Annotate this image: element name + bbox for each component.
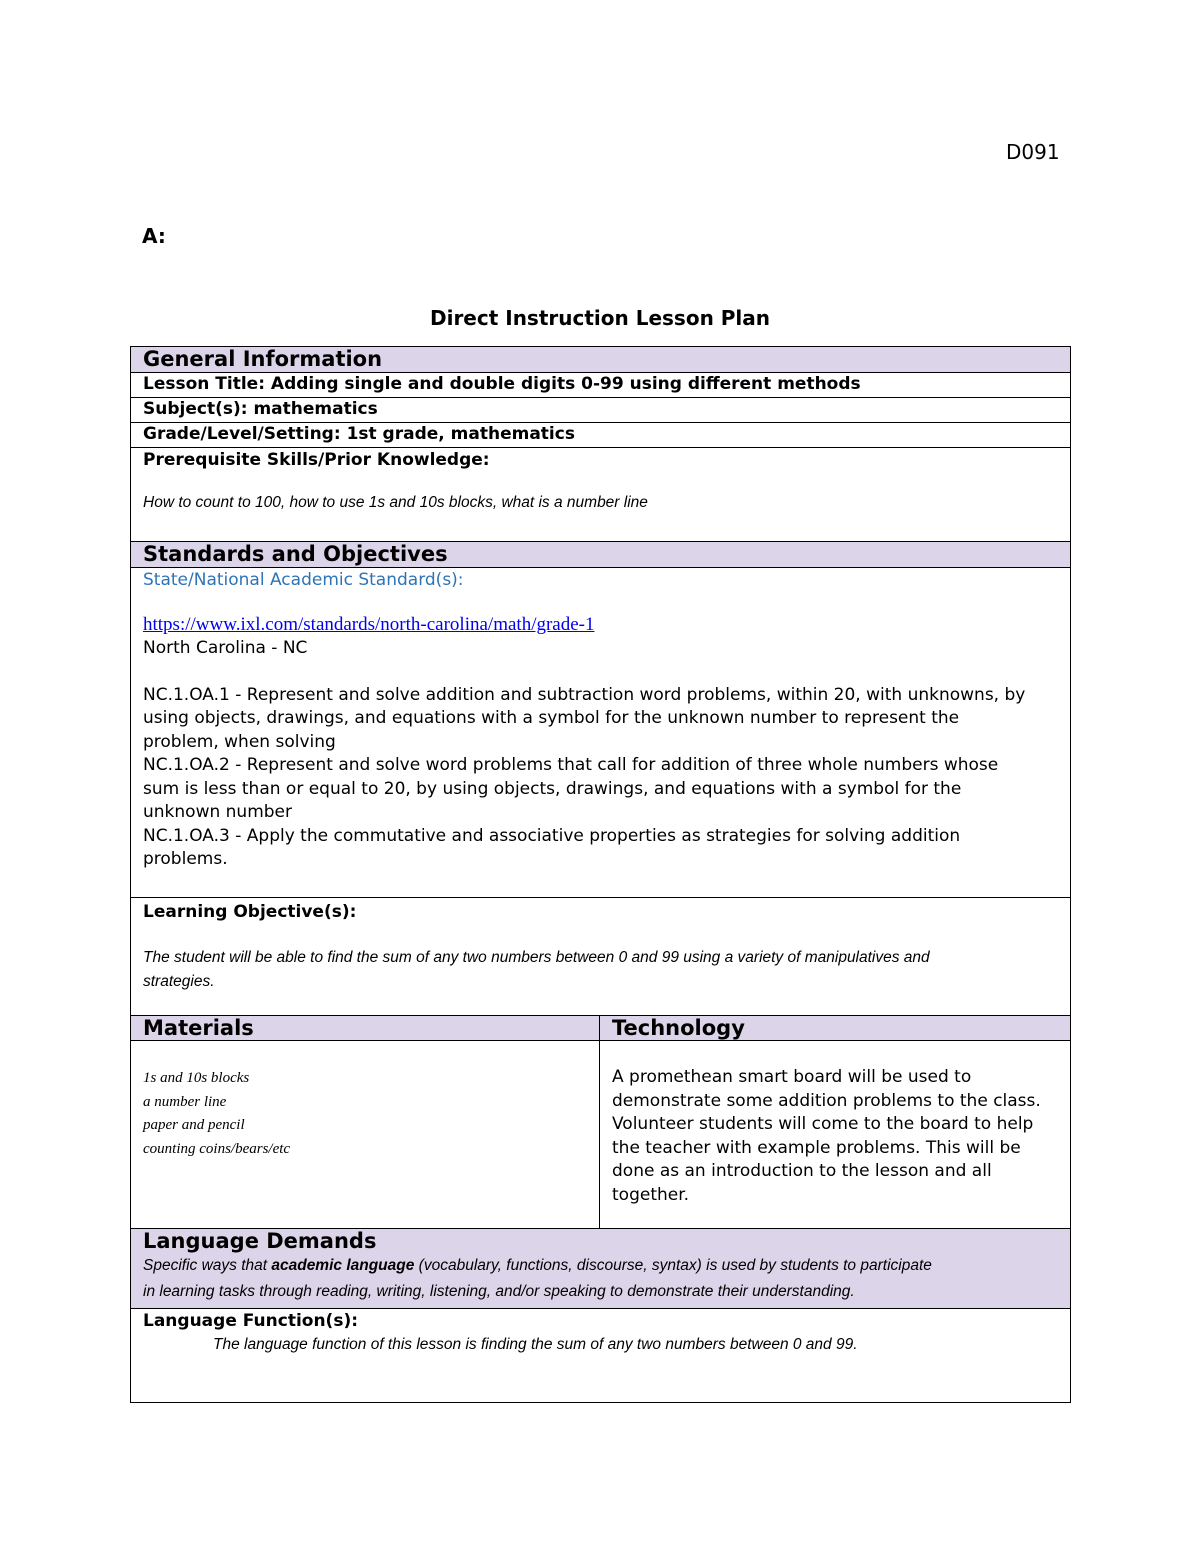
language-function-label: Language Function(s): <box>143 1311 359 1331</box>
subjects: Subject(s): mathematics <box>131 398 1071 423</box>
standard-line: sum is less than or equal to 20, by using objects, drawings, and equations with a symbol for the <box>143 778 962 799</box>
description-bold-term: academic language <box>271 1257 415 1274</box>
technology-heading: Technology <box>600 1016 1071 1041</box>
lesson-plan-table <box>130 346 1071 1403</box>
technology-line: together. <box>612 1184 690 1205</box>
standard-line: NC.1.OA.1 - Represent and solve addition and subtraction word problems, within 20, with unknowns, by <box>143 684 1026 705</box>
materials-item: paper and pencil <box>143 1117 245 1133</box>
description-text: Specific ways that <box>143 1257 272 1274</box>
materials-heading: Materials <box>131 1016 600 1041</box>
technology-cell <box>600 1041 1071 1229</box>
description-text: (vocabulary, functions, discourse, syntax) is used by students to participate <box>414 1257 932 1274</box>
technology-line: A promethean smart board will be used to <box>612 1067 972 1087</box>
language-demands-description-line2: in learning tasks through reading, writing, listening, and/or speaking to demonstrate their understanding. <box>143 1283 855 1300</box>
technology-line: done as an introduction to the lesson and all <box>612 1161 992 1181</box>
grade-level-setting: Grade/Level/Setting: 1st grade, mathematics <box>131 423 1071 448</box>
state-name: North Carolina - NC <box>143 638 308 658</box>
language-function-text: The language function of this lesson is finding the sum of any two numbers between 0 and 99. <box>213 1336 858 1353</box>
standards-objectives-heading: Standards and Objectives <box>131 542 1071 568</box>
lesson-title: Lesson Title: Adding single and double digits 0-99 using different methods <box>131 373 1071 398</box>
standard-line: NC.1.OA.2 - Represent and solve word problems that call for addition of three whole numbers whose <box>143 755 999 775</box>
document-title: Direct Instruction Lesson Plan <box>429 306 771 330</box>
technology-line: the teacher with example problems. This will be <box>612 1137 1021 1158</box>
standard-line: problem, when solving <box>143 731 336 752</box>
language-demands-heading: Language Demands <box>143 1229 377 1253</box>
learning-objective-cell <box>131 898 1071 1016</box>
standard-line: using objects, drawings, and equations with a symbol for the unknown number to represent the <box>143 708 960 728</box>
language-demands-description <box>143 1253 1058 1279</box>
prerequisite-text: How to count to 100, how to use 1s and 10s blocks, what is a number line <box>143 494 648 511</box>
materials-cell <box>131 1041 600 1229</box>
language-function-cell <box>131 1309 1071 1403</box>
technology-line: Volunteer students will come to the board to help <box>612 1114 1034 1134</box>
standards-cell <box>131 568 1071 898</box>
materials-item: counting coins/bears/etc <box>143 1140 291 1157</box>
standard-nc-1-oa-3 <box>143 825 1058 872</box>
course-code: D091 <box>1006 140 1060 164</box>
standard-nc-1-oa-1 <box>143 684 1058 755</box>
standards-link[interactable]: https://www.ixl.com/standards/north-carolina/math/grade-1 <box>143 614 595 635</box>
standard-line: unknown number <box>143 802 292 822</box>
prerequisite-label: Prerequisite Skills/Prior Knowledge: <box>143 450 490 470</box>
standards-label: State/National Academic Standard(s): <box>143 570 464 590</box>
standard-line: problems. <box>143 849 228 869</box>
section-letter: A: <box>142 224 166 248</box>
learning-objective-label: Learning Objective(s): <box>143 902 357 922</box>
learning-objective-line: strategies. <box>143 973 215 990</box>
prerequisite-cell <box>131 448 1071 542</box>
standard-line: NC.1.OA.3 - Apply the commutative and associative properties as strategies for solving addition <box>143 825 961 846</box>
learning-objective-line: The student will be able to find the sum of any two numbers between 0 and 99 using a variety of manipulatives and <box>143 949 930 966</box>
technology-line: demonstrate some addition problems to the class. <box>612 1090 1041 1111</box>
language-demands-cell <box>131 1229 1071 1309</box>
general-information-heading: General Information <box>131 347 1071 373</box>
materials-item: a number line <box>143 1093 227 1110</box>
materials-item: 1s and 10s blocks <box>143 1070 250 1086</box>
standard-nc-1-oa-2 <box>143 754 1058 825</box>
